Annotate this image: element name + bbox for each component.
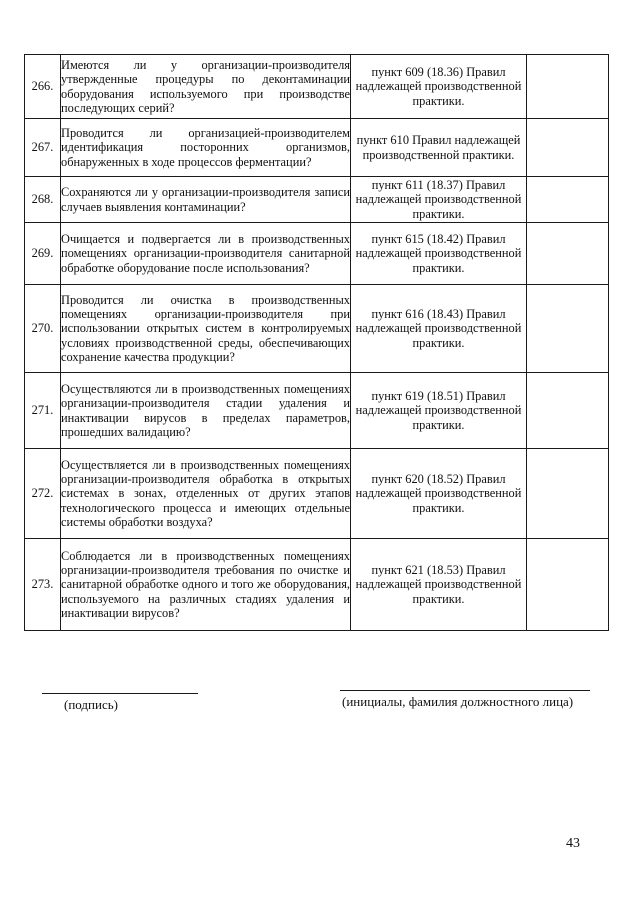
question-cell (61, 223, 351, 285)
question-cell (61, 449, 351, 539)
row-number: 268. (25, 177, 61, 223)
reference-cell (351, 223, 527, 285)
table-row (25, 373, 609, 449)
row-number: 267. (25, 119, 61, 177)
reference-text: пункт 610 Правил надлежащей производственной практики. (356, 133, 521, 162)
reference-text: пункт 615 (18.42) Правил надлежащей производственной практики. (355, 232, 522, 275)
page-number: 43 (566, 836, 580, 851)
reference-cell (351, 119, 527, 177)
reference-cell (351, 177, 527, 223)
question-text: Проводится ли очистка в производственных помещениях организации-производителя при использовании открытых систем в контролируемых условиях производственной среды, обеспечивающих сохранение качества продукции? (61, 292, 350, 364)
table-row (25, 177, 609, 223)
answer-cell[interactable] (527, 449, 609, 539)
question-text: Очищается и подвергается ли в производственных помещениях организации-производителя санитарной обработке оборудование после использования? (61, 232, 350, 275)
question-text: Соблюдается ли в производственных помещениях организации-производителя требования по очистке и санитарной обработке одного и того же оборудования, используемого на различных стадиях удаления и инактивации вирусов? (61, 548, 350, 620)
answer-cell[interactable] (527, 285, 609, 373)
answer-cell[interactable] (527, 177, 609, 223)
question-text: Сохраняются ли у организации-производителя записи случаев выявления контаминации? (61, 185, 350, 214)
signature-label: (подпись) (64, 697, 118, 712)
question-cell (61, 119, 351, 177)
signature-line[interactable] (42, 693, 198, 694)
reference-text: пункт 609 (18.36) Правил надлежащей производственной практики. (355, 65, 522, 108)
row-number: 272. (25, 449, 61, 539)
question-cell (61, 285, 351, 373)
row-number: 269. (25, 223, 61, 285)
table-row (25, 285, 609, 373)
question-cell (61, 539, 351, 631)
checklist-table (24, 54, 609, 631)
question-text: Имеются ли у организации-производителя утвержденные процедуры по деконтаминации оборудования используемого при производстве последующих серий? (61, 57, 350, 115)
reference-text: пункт 616 (18.43) Правил надлежащей производственной практики. (355, 307, 522, 350)
reference-text: пункт 620 (18.52) Правил надлежащей производственной практики. (355, 472, 522, 515)
reference-cell (351, 373, 527, 449)
question-cell (61, 55, 351, 119)
reference-cell (351, 285, 527, 373)
official-name-line[interactable] (340, 690, 590, 691)
row-number: 273. (25, 539, 61, 631)
reference-text: пункт 621 (18.53) Правил надлежащей производственной практики. (355, 563, 522, 606)
question-cell (61, 373, 351, 449)
reference-cell (351, 449, 527, 539)
row-number: 270. (25, 285, 61, 373)
answer-cell[interactable] (527, 539, 609, 631)
row-number: 266. (25, 55, 61, 119)
reference-text: пункт 611 (18.37) Правил надлежащей производственной практики. (355, 178, 522, 221)
table-row (25, 119, 609, 177)
table-row (25, 539, 609, 631)
reference-cell (351, 55, 527, 119)
reference-text: пункт 619 (18.51) Правил надлежащей производственной практики. (355, 389, 522, 432)
question-text: Осуществляется ли в производственных помещениях организации-производителя обработка в открытых системах в зонах, отделенных от других этапов технологического процесса и имеющих отдельные системы обработки воздуха? (61, 457, 350, 529)
question-cell (61, 177, 351, 223)
answer-cell[interactable] (527, 373, 609, 449)
official-name-label: (инициалы, фамилия должностного лица) (342, 694, 574, 709)
table-row (25, 449, 609, 539)
answer-cell[interactable] (527, 55, 609, 119)
table-row (25, 223, 609, 285)
row-number: 271. (25, 373, 61, 449)
answer-cell[interactable] (527, 223, 609, 285)
reference-cell (351, 539, 527, 631)
question-text: Осуществляются ли в производственных помещениях организации-производителя стадии удаления и инактивации вирусов в пределах параметров, прошедших валидацию? (61, 381, 350, 439)
question-text: Проводится ли организацией-производителем идентификация посторонних организмов, обнаруженных в ходе процессов ферментации? (61, 126, 350, 169)
answer-cell[interactable] (527, 119, 609, 177)
table-row (25, 55, 609, 119)
